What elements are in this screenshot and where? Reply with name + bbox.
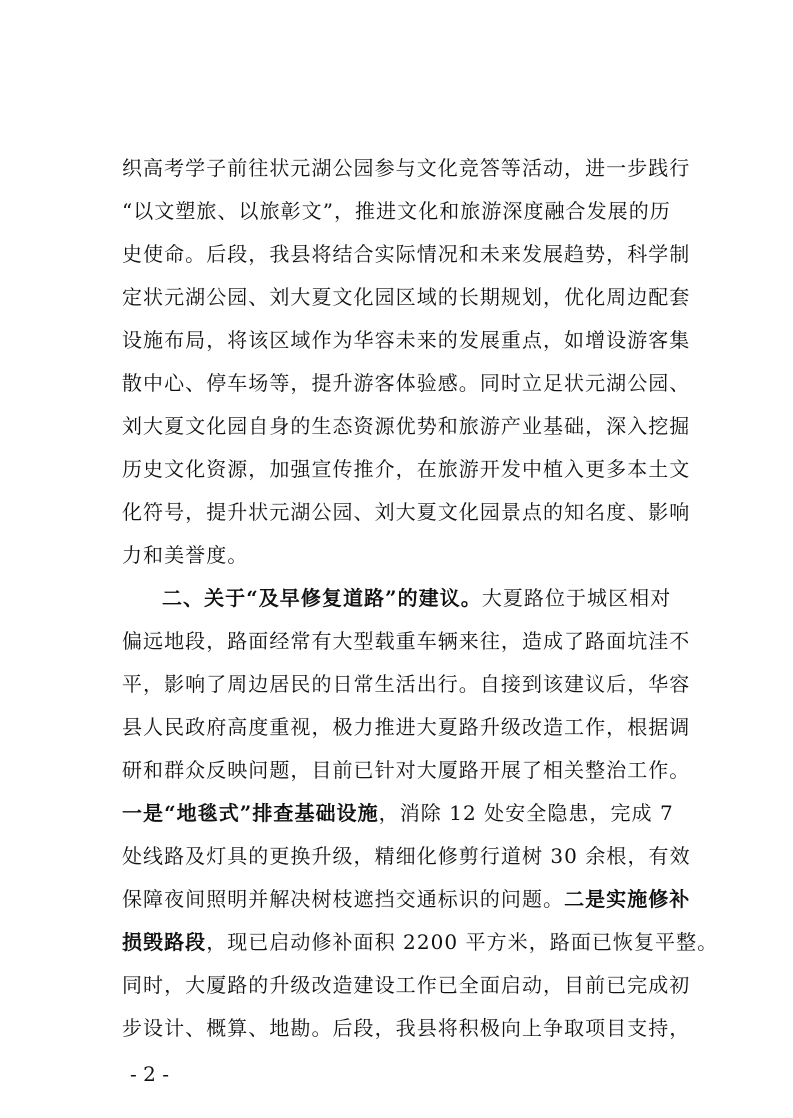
text-run: 大夏路位于城区相对 bbox=[481, 586, 672, 610]
text-line bbox=[122, 498, 691, 526]
text-line bbox=[122, 541, 682, 569]
text-run: 散中心、停车场等，提升游客体验感。同时立足状元湖公园、 bbox=[122, 371, 691, 395]
text-run: 历史文化资源，加强宣传推介，在旅游开发中植入更多本土文 bbox=[122, 457, 691, 481]
bold-run: 一是“地毯式”排查基础设施 bbox=[122, 801, 379, 825]
text-line bbox=[122, 240, 691, 268]
text-run: 县人民政府高度重视，极力推进大夏路升级改造工作，根据调 bbox=[122, 715, 691, 739]
text-run: 设施布局，将该区域作为华容未来的发展重点，如增设游客集 bbox=[122, 328, 691, 352]
text-run: 步设计、概算、地勘。后段，我县将积极向上争取项目支持， bbox=[122, 1016, 691, 1040]
text-run: 力和美誉度。 bbox=[122, 543, 249, 567]
text-run: ，现已启动修补面积 2200 平方米，路面已恢复平整。 bbox=[206, 930, 719, 954]
text-line bbox=[122, 842, 691, 870]
text-line bbox=[122, 412, 691, 440]
text-line bbox=[122, 1014, 691, 1042]
text-run: 保障夜间照明并解决树枝遮挡交通标识的问题。 bbox=[122, 887, 565, 911]
text-line bbox=[122, 326, 691, 354]
text-run: 研和群众反映问题，目前已针对大厦路开展了相关整治工作。 bbox=[122, 758, 691, 782]
text-run: 同时，大厦路的升级改造建设工作已全面启动，目前已完成初 bbox=[122, 973, 691, 997]
text-run: 织高考学子前往状元湖公园参与文化竞答等活动，进一步践行 bbox=[122, 156, 691, 180]
text-line bbox=[122, 971, 691, 999]
bold-run: 损毁路段 bbox=[122, 930, 207, 954]
bold-run: 二是实施修补 bbox=[564, 887, 691, 911]
text-line bbox=[122, 885, 691, 913]
text-line bbox=[122, 670, 691, 698]
section-heading-line bbox=[162, 584, 682, 612]
text-line bbox=[122, 627, 691, 655]
text-run: 定状元湖公园、刘大夏文化园区域的长期规划，优化周边配套 bbox=[122, 285, 691, 309]
text-line bbox=[122, 197, 682, 225]
text-line bbox=[122, 928, 719, 956]
text-line bbox=[122, 756, 691, 784]
text-run: 刘大夏文化园自身的生态资源优势和旅游产业基础，深入挖掘 bbox=[122, 414, 691, 438]
text-run: 平，影响了周边居民的日常生活出行。自接到该建议后，华容 bbox=[122, 672, 691, 696]
text-run: ，消除 12 处安全隐患，完成 7 bbox=[378, 801, 674, 825]
text-run: 偏远地段，路面经常有大型载重车辆来往，造成了路面坑洼不 bbox=[122, 629, 691, 653]
text-run: 史使命。后段，我县将结合实际情况和未来发展趋势，科学制 bbox=[122, 242, 691, 266]
text-line bbox=[122, 369, 691, 397]
text-run: 化符号，提升状元湖公园、刘大夏文化园景点的知名度、影响 bbox=[122, 500, 691, 524]
text-line bbox=[122, 713, 691, 741]
text-run: 处线路及灯具的更换升级，精细化修剪行道树 30 余根，有效 bbox=[122, 844, 691, 868]
text-line bbox=[122, 283, 691, 311]
text-line bbox=[122, 455, 691, 483]
text-run: “以文塑旅、以旅彰文”，推进文化和旅游深度融合发展的历 bbox=[122, 199, 671, 223]
section-heading: 二、关于“及早修复道路”的建议。 bbox=[162, 586, 482, 610]
page-number: - 2 - bbox=[130, 1062, 169, 1086]
text-line bbox=[122, 799, 682, 827]
text-line bbox=[122, 154, 691, 182]
